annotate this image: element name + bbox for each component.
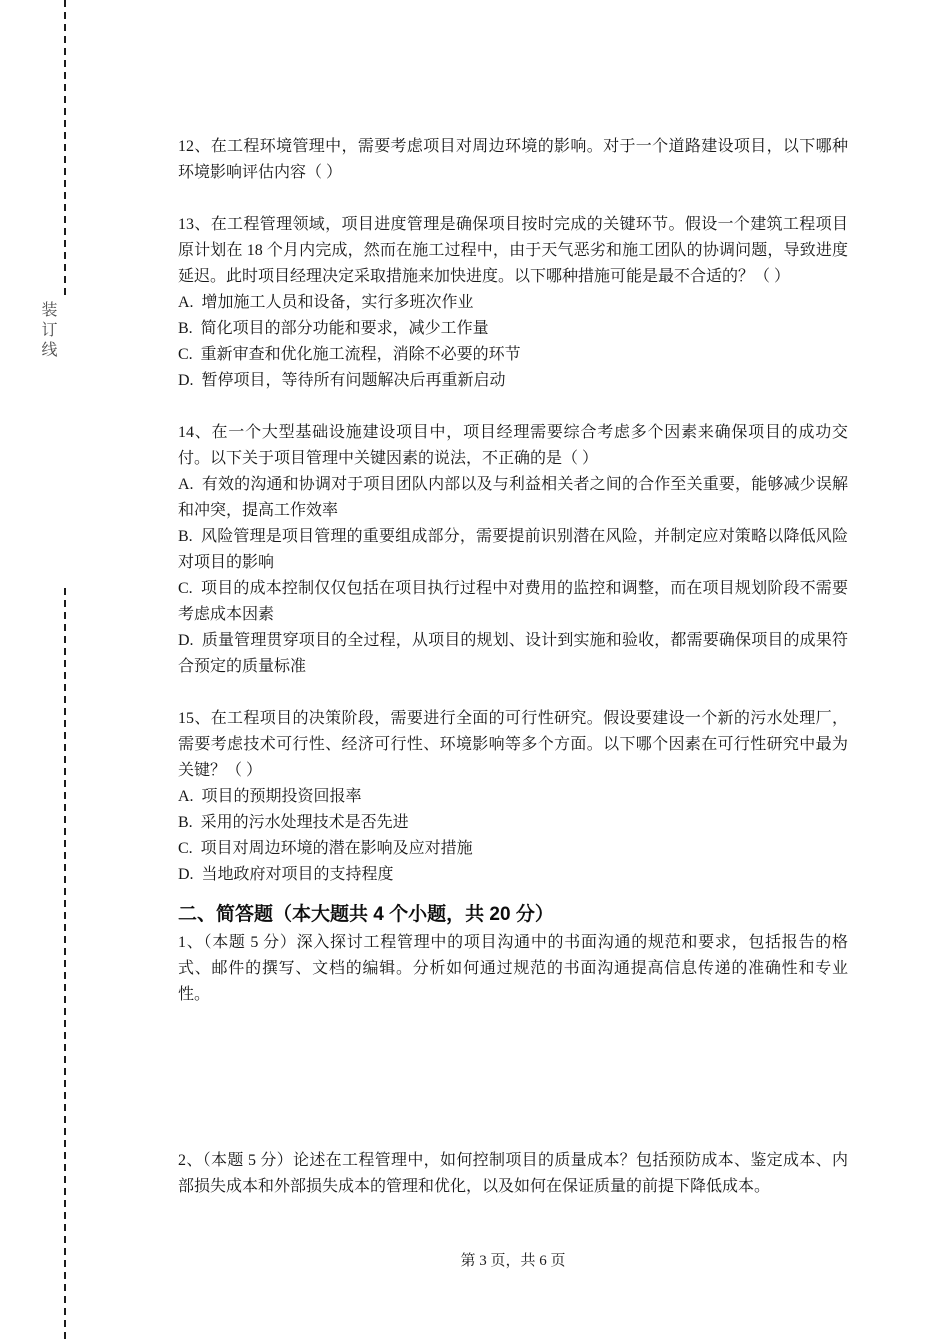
question-13-option-d: D. 暂停项目，等待所有问题解决后再重新启动: [178, 372, 506, 389]
question-15: [178, 706, 848, 888]
page-number-footer: 第 3 页，共 6 页: [460, 1253, 566, 1269]
question-14: [178, 420, 848, 680]
question-14-option-d: D. 质量管理贯穿项目的全过程，从项目的规划、设计到实施和验收，都需要确保项目的成果符合预定的质量标准: [178, 632, 848, 675]
binding-line-label: 装订线: [39, 301, 56, 361]
exam-content: [178, 134, 848, 1200]
short-answer-question-2: 2、（本题 5 分）论述在工程管理中，如何控制项目的质量成本？包括预防成本、鉴定成本、内部损失成本和外部损失成本的管理和优化，以及如何在保证质量的前提下降低成本。: [178, 1152, 848, 1195]
binding-dashed-line-bottom: [64, 588, 66, 1344]
short-answer-question-1: 1、（本题 5 分）深入探讨工程管理中的项目沟通中的书面沟通的规范和要求，包括报告的格式、邮件的撰写、文档的编辑。分析如何通过规范的书面沟通提高信息传递的准确性和专业性。: [178, 934, 848, 1003]
binding-dashed-line-top: [64, 0, 66, 295]
section-2-heading: 二、简答题（本大题共 4 个小题，共 20 分）: [178, 904, 554, 925]
question-15-option-a: A. 项目的预期投资回报率: [178, 788, 362, 805]
question-13-option-b: B. 简化项目的部分功能和要求，减少工作量: [178, 320, 489, 337]
question-12-stem: 12、在工程环境管理中，需要考虑项目对周边环境的影响。对于一个道路建设项目，以下哪种环境影响评估内容（ ）: [178, 138, 848, 181]
question-14-option-c: C. 项目的成本控制仅仅包括在项目执行过程中对费用的监控和调整，而在项目规划阶段不需要考虑成本因素: [178, 580, 848, 623]
question-13-stem: 13、在工程管理领域，项目进度管理是确保项目按时完成的关键环节。假设一个建筑工程项目原计划在 18 个月内完成，然而在施工过程中，由于天气恶劣和施工团队的协调问题，导致进度延迟。此时项目经理决定采取措施来加快进度。以下哪种措施可能是最不合适的？（ ）: [178, 216, 848, 285]
question-14-option-a: A. 有效的沟通和协调对于项目团队内部以及与利益相关者之间的合作至关重要，能够减少误解和冲突，提高工作效率: [178, 476, 848, 519]
question-15-stem: 15、在工程项目的决策阶段，需要进行全面的可行性研究。假设要建设一个新的污水处理厂，需要考虑技术可行性、经济可行性、环境影响等多个方面。以下哪个因素在可行性研究中最为关键？（ ）: [178, 710, 848, 779]
question-15-option-b: B. 采用的污水处理技术是否先进: [178, 814, 409, 831]
question-14-option-b: B. 风险管理是项目管理的重要组成部分，需要提前识别潜在风险，并制定应对策略以降低风险对项目的影响: [178, 528, 848, 571]
question-14-stem: 14、在一个大型基础设施建设项目中，项目经理需要综合考虑多个因素来确保项目的成功交付。以下关于项目管理中关键因素的说法，不正确的是（ ）: [178, 424, 848, 467]
question-12: [178, 134, 848, 186]
question-15-option-c: C. 项目对周边环境的潜在影响及应对措施: [178, 840, 473, 857]
question-13-option-a: A. 增加施工人员和设备，实行多班次作业: [178, 294, 474, 311]
question-13-option-c: C. 重新审查和优化施工流程，消除不必要的环节: [178, 346, 521, 363]
question-15-option-d: D. 当地政府对项目的支持程度: [178, 866, 394, 883]
question-13: [178, 212, 848, 394]
